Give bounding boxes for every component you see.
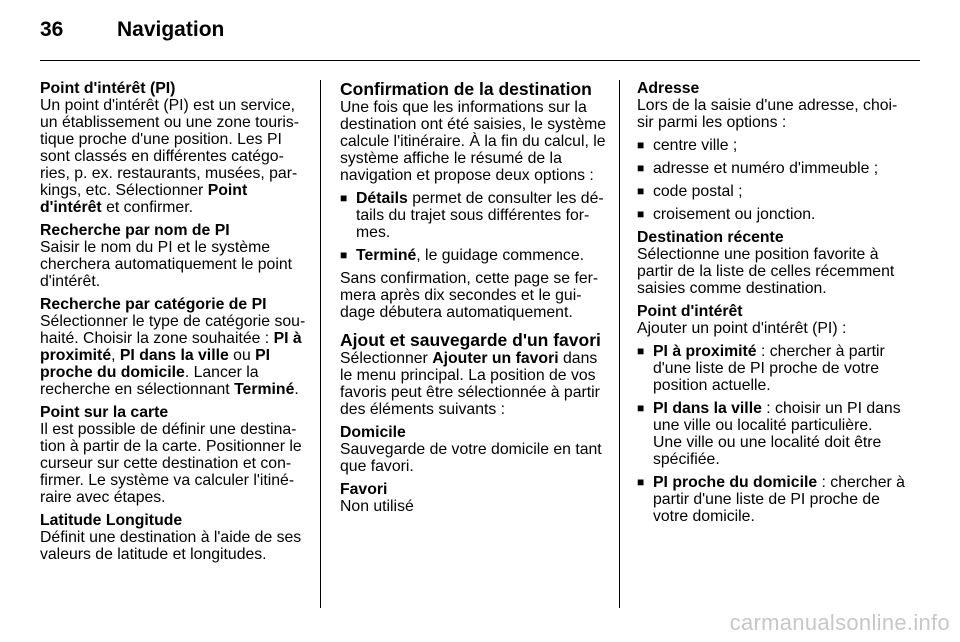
page-number: 36 (40, 18, 64, 41)
poi-city-text: : choisir un PI dans une ville ou localité particulière. Une ville ou une localité doit être spécifiée. (653, 400, 901, 468)
done-text: , le guidage commence. (416, 247, 584, 264)
poi-nearby-text: : chercher à partir d'une liste de PI proche de votre position actuelle. (653, 343, 885, 394)
cat-sep-1: , (111, 347, 120, 364)
confirm-options-list (340, 190, 608, 264)
list-item (340, 190, 608, 241)
confirm-text-2: Sans confirmation, cette page se fermera après dix secondes et le guidage débutera automatiquement. (340, 270, 599, 321)
list-item (637, 343, 905, 394)
favorite-heading: Ajout et sauvegarde d'un favori (340, 330, 601, 350)
favori-text: Non utilisé (340, 498, 414, 515)
column-3 (637, 80, 905, 531)
home-text: Sauvegarde de votre domicile en tant que favori. (340, 441, 602, 475)
poi-city-label: PI dans la ville (653, 400, 762, 417)
poi-category-section (40, 296, 308, 398)
fav-bold: Ajouter un favori (432, 350, 559, 367)
column-1 (40, 80, 308, 569)
list-item (637, 474, 905, 525)
poi-text-2: et confirmer. (101, 199, 193, 216)
favori-heading: Favori (340, 481, 388, 498)
details-text: permet de consulter les détails du trajet sous différentes formes. (356, 190, 604, 241)
poi-text (40, 97, 308, 216)
column-divider-2 (619, 80, 620, 608)
list-item (340, 247, 608, 264)
address-text: Lors de la saisie d'une adresse, choisir parmi les options : (637, 97, 898, 131)
latlon-heading: Latitude Longitude (40, 512, 183, 529)
poi-text-bold: Point d'intérêt (40, 182, 248, 216)
cat-text-2: . Lancer la recherche en sélectionnant (40, 364, 259, 398)
latlon-section (40, 512, 308, 563)
details-label: Détails (356, 190, 408, 207)
recent-section (637, 229, 905, 297)
confirm-heading: Confirmation de la destination (340, 79, 592, 99)
map-point-heading: Point sur la carte (40, 404, 169, 421)
cat-bold-4: Terminé (234, 381, 295, 398)
cat-sep-2: ou (228, 347, 256, 364)
page-header (40, 18, 224, 48)
poi-text-1: Un point d'intérêt (PI) est un service, un établissement ou une zone touristique proche d'une position. Les PI sont classés en différentes catégories, p. ex. restaurants, musées, parkings, etc. Sélectionner (40, 97, 300, 199)
poi-name-heading: Recherche par nom de PI (40, 222, 230, 239)
address-options-list (637, 137, 905, 223)
poi-add-heading: Point d'intérêt (637, 303, 743, 320)
poi-options-list (637, 343, 905, 525)
cat-text-3: . (294, 381, 299, 398)
list-item: ■ croisement ou jonction. (637, 206, 905, 223)
latlon-text: Définit une destination à l'aide de ses valeurs de latitude et longitudes. (40, 529, 302, 563)
poi-name-text: Saisir le nom du PI et le système cherchera automatiquement le point d'intérêt. (40, 239, 293, 290)
poi-section (40, 80, 308, 216)
list-item (637, 400, 905, 468)
confirm-text: Une fois que les informations sur la destination ont été saisies, le système calcule l'itinéraire. À la fin du calcul, le système affiche le résumé de la navigation et propose deux options : (340, 99, 607, 184)
map-point-section (40, 404, 308, 506)
home-section (340, 424, 608, 475)
list-item: ■ code postal ; (637, 183, 905, 200)
cat-bold-2: PI dans la ville (119, 347, 229, 364)
cat-text-1: Sélectionner le type de catégorie souhaité. Choisir la zone souhaitée : (40, 313, 306, 347)
favori-section (340, 481, 608, 515)
home-heading: Domicile (340, 424, 406, 441)
page-title: Navigation (117, 18, 225, 41)
poi-home-text: : chercher à partir d'une liste de PI proche de votre domicile. (653, 474, 905, 525)
poi-category-text (40, 313, 308, 398)
header-rule (40, 60, 920, 61)
map-point-text: Il est possible de définir une destination à partir de la carte. Positionner le curseur sur cette destination et confirmer. Le système va calculer l'itinéraire avec étapes. (40, 421, 302, 506)
fav-text-1: Sélectionner (340, 350, 433, 367)
list-item: ■ adresse et numéro d'immeuble ; (637, 160, 905, 177)
poi-nearby-label: PI à proximité (653, 343, 757, 360)
done-label: Terminé (356, 247, 417, 264)
list-item: ■ centre ville ; (637, 137, 905, 154)
recent-heading: Destination récente (637, 229, 784, 246)
cat-bold-1: PI à proximité (40, 330, 302, 364)
poi-heading: Point d'intérêt (PI) (40, 80, 176, 97)
recent-text: Sélectionne une position favorite à partir de la liste de celles récemment saisies comme destination. (637, 246, 895, 297)
poi-category-heading: Recherche par catégorie de PI (40, 296, 267, 313)
column-2 (340, 80, 608, 521)
favorite-text (340, 350, 608, 418)
watermark: carmanualsonline.info (729, 610, 950, 635)
poi-home-label: PI proche du domicile (653, 474, 818, 491)
column-divider-1 (320, 80, 321, 608)
address-heading: Adresse (637, 80, 700, 97)
poi-add-text: Ajouter un point d'intérêt (PI) : (637, 320, 847, 337)
poi-name-section (40, 222, 308, 290)
fav-text-2: dans le menu principal. La position de vos favoris peut être sélectionnée à partir des éléments suivants : (340, 350, 600, 418)
cat-bold-3: PI proche du domicile (40, 347, 271, 381)
